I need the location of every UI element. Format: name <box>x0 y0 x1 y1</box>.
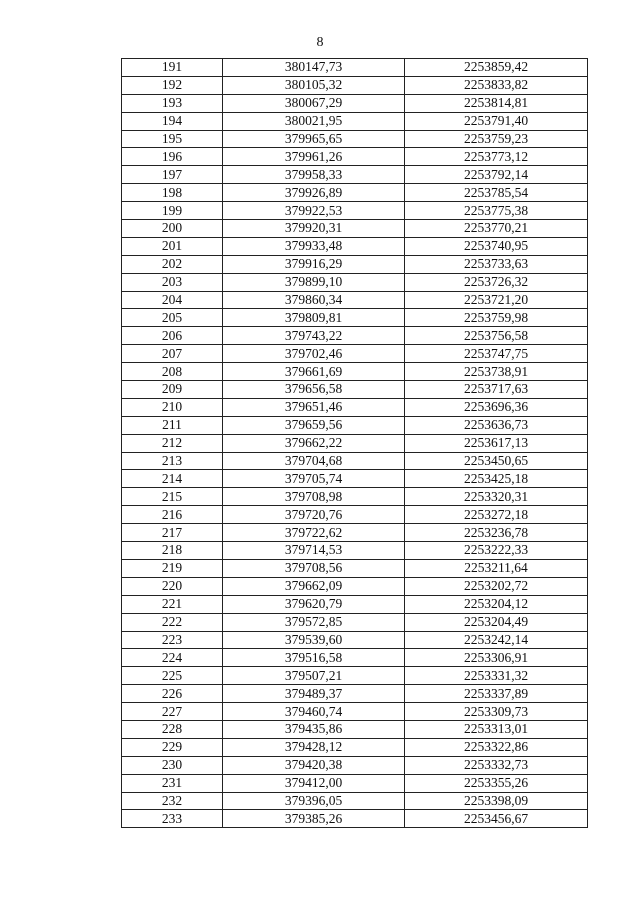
x-coordinate-cell: 379714,53 <box>223 542 405 560</box>
point-number-cell: 214 <box>122 470 223 488</box>
point-number-cell: 191 <box>122 59 223 77</box>
table-row <box>122 309 588 327</box>
x-coordinate-cell: 379720,76 <box>223 506 405 524</box>
point-number-cell: 199 <box>122 202 223 220</box>
y-coordinate-cell: 2253733,63 <box>405 255 588 273</box>
y-coordinate-cell: 2253236,78 <box>405 524 588 542</box>
point-number-cell: 200 <box>122 220 223 238</box>
table-row <box>122 774 588 792</box>
y-coordinate-cell: 2253337,89 <box>405 685 588 703</box>
x-coordinate-cell: 379704,68 <box>223 452 405 470</box>
x-coordinate-cell: 379516,58 <box>223 649 405 667</box>
y-coordinate-cell: 2253450,65 <box>405 452 588 470</box>
table-row <box>122 595 588 613</box>
point-number-cell: 230 <box>122 756 223 774</box>
table-row <box>122 685 588 703</box>
table-row <box>122 112 588 130</box>
y-coordinate-cell: 2253204,49 <box>405 613 588 631</box>
table-row <box>122 434 588 452</box>
point-number-cell: 232 <box>122 792 223 810</box>
point-number-cell: 209 <box>122 381 223 399</box>
point-number-cell: 194 <box>122 112 223 130</box>
y-coordinate-cell: 2253355,26 <box>405 774 588 792</box>
x-coordinate-cell: 379722,62 <box>223 524 405 542</box>
y-coordinate-cell: 2253775,38 <box>405 202 588 220</box>
table-row <box>122 613 588 631</box>
table-row <box>122 345 588 363</box>
table-row <box>122 488 588 506</box>
x-coordinate-cell: 379396,05 <box>223 792 405 810</box>
y-coordinate-cell: 2253272,18 <box>405 506 588 524</box>
x-coordinate-cell: 380105,32 <box>223 76 405 94</box>
y-coordinate-cell: 2253738,91 <box>405 363 588 381</box>
x-coordinate-cell: 379958,33 <box>223 166 405 184</box>
y-coordinate-cell: 2253322,86 <box>405 738 588 756</box>
y-coordinate-cell: 2253756,58 <box>405 327 588 345</box>
y-coordinate-cell: 2253320,31 <box>405 488 588 506</box>
table-row <box>122 452 588 470</box>
x-coordinate-cell: 379922,53 <box>223 202 405 220</box>
point-number-cell: 204 <box>122 291 223 309</box>
table-row <box>122 559 588 577</box>
table-row <box>122 59 588 77</box>
x-coordinate-cell: 379933,48 <box>223 237 405 255</box>
point-number-cell: 225 <box>122 667 223 685</box>
y-coordinate-cell: 2253425,18 <box>405 470 588 488</box>
point-number-cell: 212 <box>122 434 223 452</box>
point-number-cell: 193 <box>122 94 223 112</box>
y-coordinate-cell: 2253306,91 <box>405 649 588 667</box>
y-coordinate-cell: 2253785,54 <box>405 184 588 202</box>
x-coordinate-cell: 379661,69 <box>223 363 405 381</box>
x-coordinate-cell: 380021,95 <box>223 112 405 130</box>
table-row <box>122 416 588 434</box>
table-row <box>122 577 588 595</box>
x-coordinate-cell: 379489,37 <box>223 685 405 703</box>
table-row <box>122 738 588 756</box>
table-row <box>122 756 588 774</box>
x-coordinate-cell: 379961,26 <box>223 148 405 166</box>
point-number-cell: 218 <box>122 542 223 560</box>
point-number-cell: 210 <box>122 398 223 416</box>
y-coordinate-cell: 2253773,12 <box>405 148 588 166</box>
x-coordinate-cell: 379572,85 <box>223 613 405 631</box>
point-number-cell: 221 <box>122 595 223 613</box>
x-coordinate-cell: 379507,21 <box>223 667 405 685</box>
x-coordinate-cell: 379656,58 <box>223 381 405 399</box>
y-coordinate-cell: 2253309,73 <box>405 703 588 721</box>
x-coordinate-cell: 379539,60 <box>223 631 405 649</box>
y-coordinate-cell: 2253617,13 <box>405 434 588 452</box>
y-coordinate-cell: 2253747,75 <box>405 345 588 363</box>
y-coordinate-cell: 2253696,36 <box>405 398 588 416</box>
x-coordinate-cell: 379385,26 <box>223 810 405 828</box>
x-coordinate-cell: 379428,12 <box>223 738 405 756</box>
point-number-cell: 229 <box>122 738 223 756</box>
table-row <box>122 76 588 94</box>
table-row <box>122 649 588 667</box>
point-number-cell: 216 <box>122 506 223 524</box>
coordinates-table <box>121 58 588 828</box>
point-number-cell: 208 <box>122 363 223 381</box>
x-coordinate-cell: 379743,22 <box>223 327 405 345</box>
table-row <box>122 810 588 828</box>
x-coordinate-cell: 379708,98 <box>223 488 405 506</box>
point-number-cell: 195 <box>122 130 223 148</box>
point-number-cell: 231 <box>122 774 223 792</box>
point-number-cell: 205 <box>122 309 223 327</box>
point-number-cell: 220 <box>122 577 223 595</box>
y-coordinate-cell: 2253398,09 <box>405 792 588 810</box>
x-coordinate-cell: 379899,10 <box>223 273 405 291</box>
table-row <box>122 542 588 560</box>
x-coordinate-cell: 379920,31 <box>223 220 405 238</box>
x-coordinate-cell: 379659,56 <box>223 416 405 434</box>
point-number-cell: 222 <box>122 613 223 631</box>
y-coordinate-cell: 2253770,21 <box>405 220 588 238</box>
x-coordinate-cell: 379662,09 <box>223 577 405 595</box>
x-coordinate-cell: 379651,46 <box>223 398 405 416</box>
y-coordinate-cell: 2253721,20 <box>405 291 588 309</box>
y-coordinate-cell: 2253759,23 <box>405 130 588 148</box>
table-row <box>122 524 588 542</box>
y-coordinate-cell: 2253313,01 <box>405 720 588 738</box>
point-number-cell: 228 <box>122 720 223 738</box>
x-coordinate-cell: 379705,74 <box>223 470 405 488</box>
point-number-cell: 224 <box>122 649 223 667</box>
y-coordinate-cell: 2253202,72 <box>405 577 588 595</box>
y-coordinate-cell: 2253332,73 <box>405 756 588 774</box>
table-row <box>122 184 588 202</box>
table-row <box>122 202 588 220</box>
point-number-cell: 192 <box>122 76 223 94</box>
point-number-cell: 207 <box>122 345 223 363</box>
x-coordinate-cell: 379460,74 <box>223 703 405 721</box>
page-number: 8 <box>316 35 324 50</box>
point-number-cell: 223 <box>122 631 223 649</box>
x-coordinate-cell: 379809,81 <box>223 309 405 327</box>
table-row <box>122 148 588 166</box>
point-number-cell: 219 <box>122 559 223 577</box>
point-number-cell: 211 <box>122 416 223 434</box>
x-coordinate-cell: 380067,29 <box>223 94 405 112</box>
x-coordinate-cell: 379435,86 <box>223 720 405 738</box>
table-row <box>122 631 588 649</box>
point-number-cell: 233 <box>122 810 223 828</box>
y-coordinate-cell: 2253814,81 <box>405 94 588 112</box>
x-coordinate-cell: 379708,56 <box>223 559 405 577</box>
table-row <box>122 720 588 738</box>
table-row <box>122 166 588 184</box>
y-coordinate-cell: 2253759,98 <box>405 309 588 327</box>
table-row <box>122 94 588 112</box>
point-number-cell: 197 <box>122 166 223 184</box>
y-coordinate-cell: 2253740,95 <box>405 237 588 255</box>
table-row <box>122 273 588 291</box>
table-row <box>122 130 588 148</box>
x-coordinate-cell: 380147,73 <box>223 59 405 77</box>
point-number-cell: 201 <box>122 237 223 255</box>
table-row <box>122 470 588 488</box>
x-coordinate-cell: 379926,89 <box>223 184 405 202</box>
table-row <box>122 398 588 416</box>
point-number-cell: 206 <box>122 327 223 345</box>
y-coordinate-cell: 2253636,73 <box>405 416 588 434</box>
point-number-cell: 202 <box>122 255 223 273</box>
y-coordinate-cell: 2253792,14 <box>405 166 588 184</box>
x-coordinate-cell: 379916,29 <box>223 255 405 273</box>
y-coordinate-cell: 2253859,42 <box>405 59 588 77</box>
table-row <box>122 381 588 399</box>
y-coordinate-cell: 2253717,63 <box>405 381 588 399</box>
point-number-cell: 213 <box>122 452 223 470</box>
table-row <box>122 255 588 273</box>
point-number-cell: 196 <box>122 148 223 166</box>
table-row <box>122 220 588 238</box>
y-coordinate-cell: 2253833,82 <box>405 76 588 94</box>
point-number-cell: 215 <box>122 488 223 506</box>
coordinates-table-body <box>122 59 588 828</box>
y-coordinate-cell: 2253791,40 <box>405 112 588 130</box>
x-coordinate-cell: 379662,22 <box>223 434 405 452</box>
y-coordinate-cell: 2253331,32 <box>405 667 588 685</box>
table-row <box>122 506 588 524</box>
x-coordinate-cell: 379412,00 <box>223 774 405 792</box>
y-coordinate-cell: 2253726,32 <box>405 273 588 291</box>
y-coordinate-cell: 2253222,33 <box>405 542 588 560</box>
y-coordinate-cell: 2253456,67 <box>405 810 588 828</box>
point-number-cell: 198 <box>122 184 223 202</box>
table-row <box>122 703 588 721</box>
point-number-cell: 227 <box>122 703 223 721</box>
table-row <box>122 667 588 685</box>
table-row <box>122 363 588 381</box>
table-row <box>122 237 588 255</box>
table-row <box>122 327 588 345</box>
point-number-cell: 226 <box>122 685 223 703</box>
x-coordinate-cell: 379420,38 <box>223 756 405 774</box>
x-coordinate-cell: 379620,79 <box>223 595 405 613</box>
y-coordinate-cell: 2253211,64 <box>405 559 588 577</box>
x-coordinate-cell: 379965,65 <box>223 130 405 148</box>
table-row <box>122 291 588 309</box>
point-number-cell: 203 <box>122 273 223 291</box>
y-coordinate-cell: 2253204,12 <box>405 595 588 613</box>
x-coordinate-cell: 379860,34 <box>223 291 405 309</box>
x-coordinate-cell: 379702,46 <box>223 345 405 363</box>
table-row <box>122 792 588 810</box>
point-number-cell: 217 <box>122 524 223 542</box>
y-coordinate-cell: 2253242,14 <box>405 631 588 649</box>
